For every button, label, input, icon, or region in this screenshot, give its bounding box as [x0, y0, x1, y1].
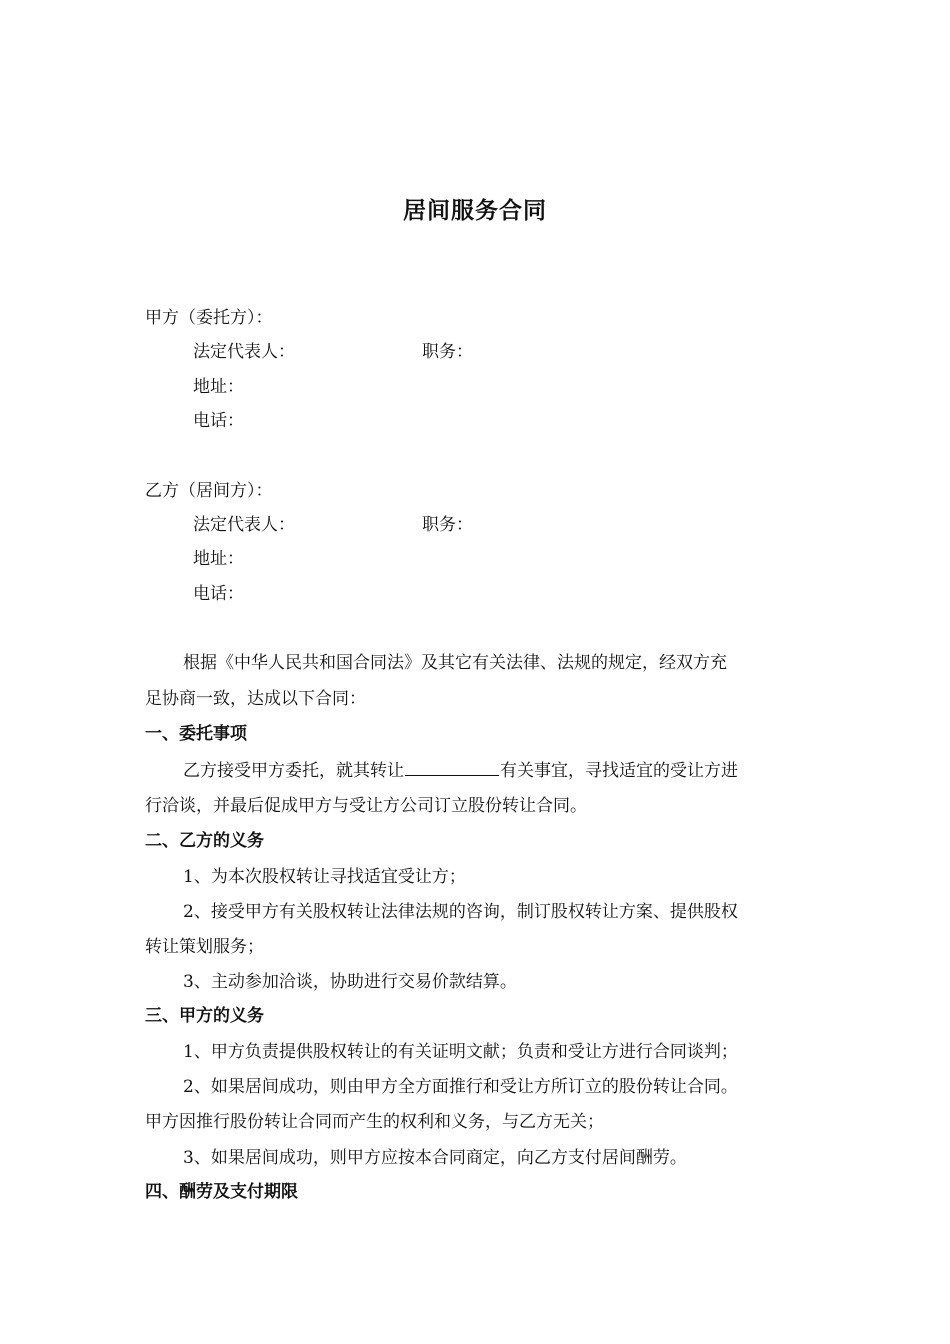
- party-b-heading: 乙方（居间方）：: [145, 481, 273, 501]
- section-1-line-2: 行洽谈，并最后促成甲方与受让方公司订立股份转让合同。: [145, 796, 587, 816]
- party-a-position-label: 职务：: [422, 342, 473, 362]
- section-1-heading: 一、委托事项: [145, 724, 247, 744]
- preamble-line-2: 足协商一致，达成以下合同：: [145, 689, 366, 709]
- section-2-item-1: 1、为本次股权转让寻找适宜受让方；: [183, 867, 466, 887]
- section-2-item-3: 3、主动参加洽谈，协助进行交易价款结算。: [183, 972, 517, 992]
- party-a-address-label: 地址：: [193, 377, 244, 397]
- party-b-rep-label: 法定代表人：: [193, 515, 295, 535]
- party-a-phone-label: 电话：: [193, 411, 244, 431]
- party-b-phone-label: 电话：: [193, 584, 244, 604]
- party-b-address-label: 地址：: [193, 549, 244, 569]
- party-a-heading: 甲方（委托方）：: [145, 308, 273, 328]
- section-3-item-2-line-1: 2、如果居间成功，则由甲方全方面推行和受让方所订立的股份转让合同。: [183, 1077, 738, 1097]
- section-4-heading: 四、酬劳及支付期限: [145, 1182, 298, 1202]
- section-2-item-2-line-1: 2、接受甲方有关股权转让法律法规的咨询，制订股权转让方案、提供股权: [183, 902, 738, 922]
- section-2-heading: 二、乙方的义务: [145, 831, 264, 851]
- section-1-line-1-after: 有关事宜，寻找适宜的受让方进: [500, 761, 738, 781]
- section-3-heading: 三、甲方的义务: [145, 1006, 264, 1026]
- party-a-rep-label: 法定代表人：: [193, 342, 295, 362]
- document-title: 居间服务合同: [403, 197, 547, 224]
- section-1-line-1-before: 乙方接受甲方委托，就其转让: [183, 761, 404, 781]
- section-3-item-2-line-2: 甲方因推行股份转让合同而产生的权利和义务，与乙方无关；: [145, 1112, 604, 1132]
- party-b-position-label: 职务：: [422, 515, 473, 535]
- section-1-line-1: [183, 759, 738, 782]
- section-3-item-3: 3、如果居间成功，则甲方应按本合同商定，向乙方支付居间酬劳。: [183, 1148, 687, 1168]
- section-2-item-2-line-2: 转让策划服务；: [145, 937, 264, 957]
- section-3-item-1: 1、甲方负责提供股权转让的有关证明文献；负责和受让方进行合同谈判；: [183, 1042, 738, 1062]
- blank-fill-line: [405, 759, 499, 776]
- preamble-line-1: 根据《中华人民共和国合同法》及其它有关法律、法规的规定，经双方充: [183, 653, 727, 673]
